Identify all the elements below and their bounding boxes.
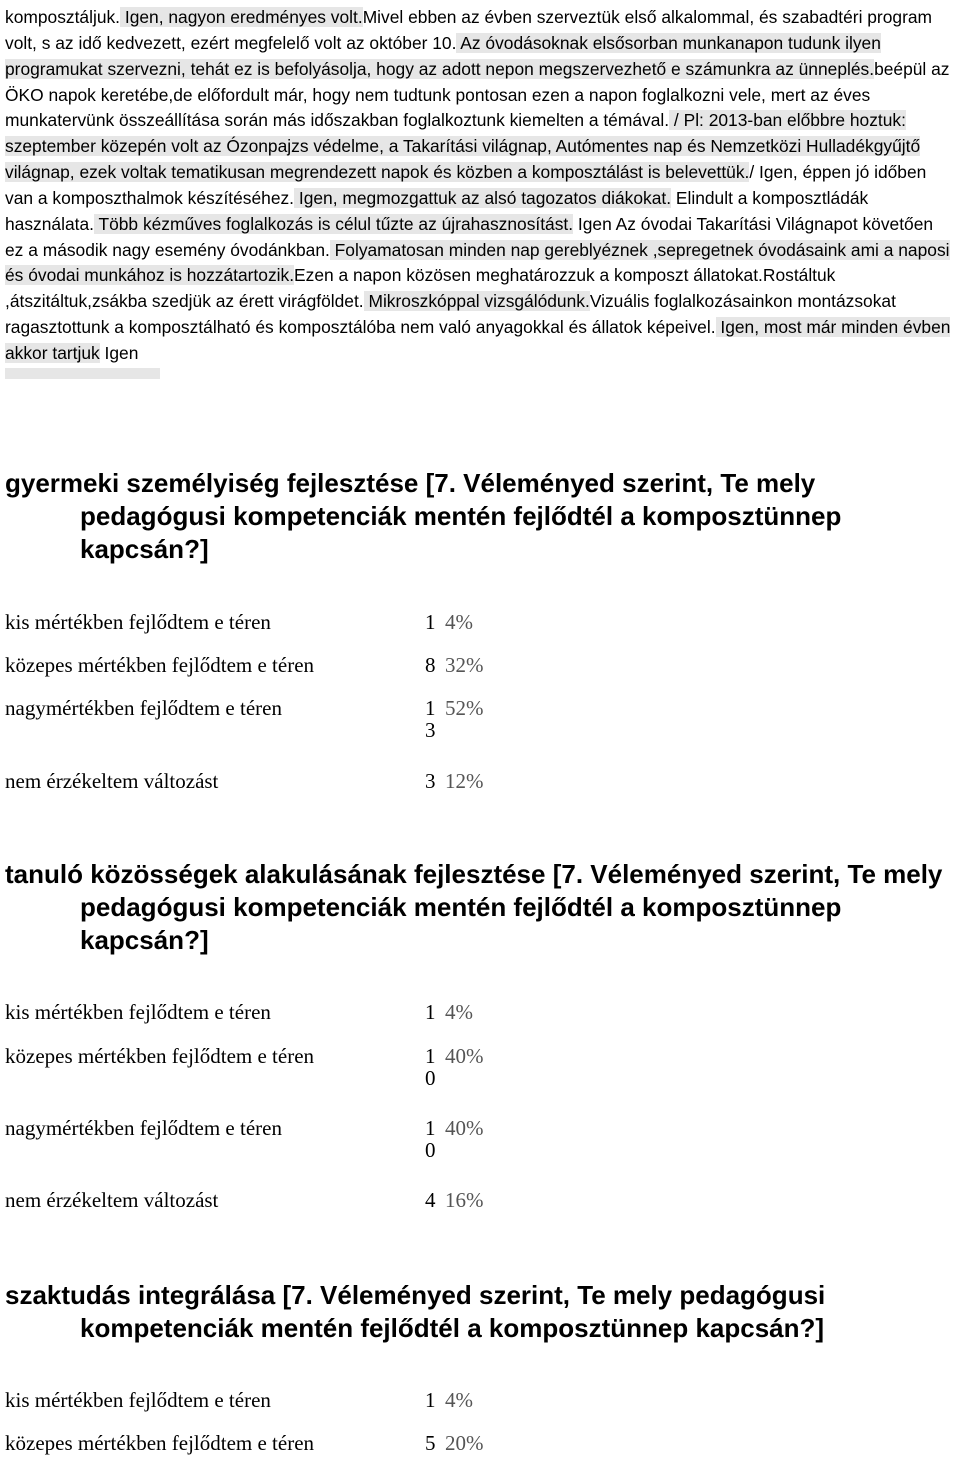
response-text: Rostáltuk ,átszitáltuk,zsákba szedjük az érett virágföldet. [5, 265, 836, 312]
answer-count: 3 [425, 769, 436, 793]
response-text: Igen Az óvodai Takarítási Világnapot követően ez a második nagy esemény óvodánkban. [5, 213, 934, 260]
question-title: tanuló közösségek alakulásának fejlesztése [7. Véleményed szerint, Te mely pedagógusi kompetenciák mentén fejlődtél a komposztünnep kapcsán?] [5, 859, 943, 955]
response-text: / Igen, éppen jó időben van a komposzthalmok készítéséhez. [5, 162, 927, 208]
answer-percent: 52% [445, 696, 484, 720]
answer-label: közepes mértékben fejlődtem e téren [5, 1431, 315, 1455]
answer-percent: 12% [445, 769, 484, 793]
answer-percent: 40% [445, 1044, 484, 1068]
answer-percent: 16% [445, 1188, 484, 1212]
answer-label: kis mértékben fejlődtem e téren [5, 1388, 271, 1412]
answer-count: 4 [425, 1188, 436, 1212]
answer-percent: 32% [445, 653, 484, 677]
answer-label: nem érzékeltem változást [5, 1188, 219, 1212]
response-text: Igen, megmozgattuk az alsó tagozatos diákokat. [294, 187, 672, 208]
answer-count: 5 [425, 1431, 436, 1455]
answer-count: 10 [425, 1044, 436, 1090]
response-text: komposztáljuk. [5, 7, 121, 27]
answer-count: 10 [425, 1116, 436, 1162]
response-text: Mivel ebben az évben szerveztük első alkalommal, és szabadtéri program volt, s az idő kedvezett, ezért megfelelő volt az október 10. [5, 7, 933, 53]
highlight-block [5, 368, 160, 379]
answer-count: 1 [425, 610, 436, 634]
answer-percent: 4% [445, 1000, 473, 1024]
response-text: Vizuális foglalkozásainkon montázsokat ragasztottunk a komposztálható és komposztálóba nem való anyagokkal és állatok képeivel. [5, 291, 896, 338]
question-title: szaktudás integrálása [7. Véleményed szerint, Te mely pedagógusi kompetenciák mentén fejlődtél a komposztünnep kapcsán?] [5, 1280, 826, 1343]
response-text: Mikroszkóppal vizsgálódunk. [363, 291, 590, 312]
response-text: Igen [99, 342, 139, 363]
answer-label: közepes mértékben fejlődtem e téren [5, 653, 315, 677]
answer-percent: 4% [445, 1388, 473, 1412]
response-text: Igen, nagyon eredményes volt. [120, 7, 363, 27]
response-text: Több kézműves foglalkozás is célul tűzte az újrahasznosítást. [93, 213, 574, 234]
answer-percent: 20% [445, 1431, 484, 1455]
answer-percent: 40% [445, 1116, 484, 1140]
answer-label: nagymértékben fejlődtem e téren [5, 696, 282, 720]
answer-label: kis mértékben fejlődtem e téren [5, 610, 271, 634]
question-title: gyermeki személyiség fejlesztése [7. Véleményed szerint, Te mely pedagógusi kompetenciák mentén fejlődtél a komposztünnep kapcsán?] [5, 468, 842, 564]
response-text: Elindult a komposztládák használata. [5, 187, 869, 234]
answer-label: kis mértékben fejlődtem e téren [5, 1000, 271, 1024]
answer-count: 1 [425, 1000, 436, 1024]
answer-count: 1 [425, 1388, 436, 1412]
answer-count: 13 [425, 696, 436, 742]
response-text: / Pl: 2013-ban előbbre hoztuk: szeptember közepén volt az Ózonpajzs védelme, a Takarítási világnap, Autómentes nap és Nemzetközi Hulladékgyűjtő világnap, ezek voltak tematikusan megrendezett napok és közben a komposztálást is belevettük. [5, 110, 921, 183]
answer-label: nem érzékeltem változást [5, 769, 219, 793]
answer-label: nagymértékben fejlődtem e téren [5, 1116, 282, 1140]
response-text: Igen, most már minden évben akkor tartjuk [5, 317, 951, 363]
response-text: Folyamatosan minden nap gereblyéznek ,sepregetnek óvodásaink ami a naposi és óvodai munkához is hozzátartozik. [5, 239, 950, 286]
response-text: Az óvodásoknak elsősorban munkanapon tudunk ilyen programukat szervezni, tehát ez is befolyásolja, hogy az adott nepon megszervezhető e számunkra az ünneplés. [5, 32, 881, 79]
response-text: Ezen a napon közösen meghatározzuk a komposzt állatokat. [294, 265, 763, 286]
answer-percent: 4% [445, 610, 473, 634]
response-text: beépül az ÖKO napok keretébe,de előfordult már, hogy nem tudtunk pontosan ezen a napon foglalkozni vele, mert az éves munkatervünk összeállítása során más időszakban foglalkoztunk kiemelten a témával. [5, 58, 950, 131]
answer-count: 8 [425, 653, 436, 677]
answer-label: közepes mértékben fejlődtem e téren [5, 1044, 315, 1068]
response-paragraph [5, 5, 955, 379]
